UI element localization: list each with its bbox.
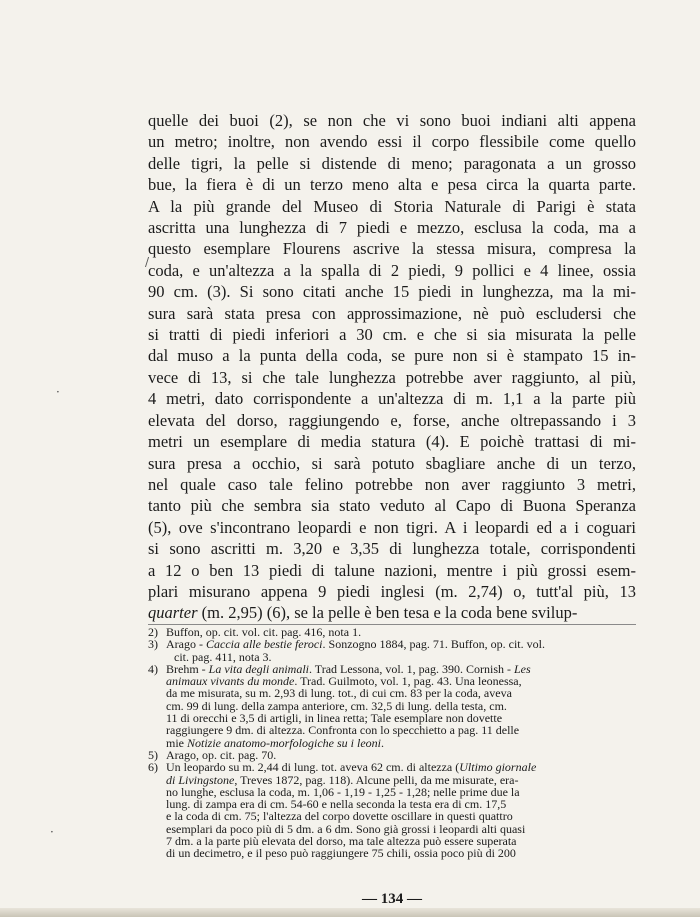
footnote-text: di un decimetro, e il peso può raggiungere 75 chili, ossia poco più di 200 bbox=[166, 846, 516, 861]
text-line: vece di 13, si che tale lunghezza potrebbe aver raggiunto, al più, bbox=[148, 367, 636, 387]
footnote-title: Les bbox=[514, 661, 531, 676]
text-line: quelle dei buoi (2), se non che vi sono buoi indiani alti appena bbox=[148, 111, 636, 130]
footnote-text: Buffon, op. cit. vol. cit. pag. 416, nota 1. bbox=[166, 625, 362, 639]
margin-speck: · bbox=[56, 385, 60, 399]
text-line: a 12 o ben 13 piedi di talune nazioni, mentre i più grossi esem- bbox=[148, 560, 636, 580]
footnote-title: di Livingstone bbox=[166, 772, 235, 787]
text-line: plari misurano appena 9 piedi inglesi (m. 2,74) o, tutt'al più, 13 bbox=[148, 581, 636, 601]
footnote-text: raggiungere 9 dm. di altezza. Confronta con lo specchietto a pag. 11 delle bbox=[166, 723, 520, 738]
footnote-title: La vita degli animali bbox=[208, 661, 309, 676]
footnote-text: 7 dm. a la parte più elevata del dorso, ma tale altezza può essere superata bbox=[166, 834, 517, 849]
text-line: 90 cm. (3). Si sono citati anche 15 piedi in lunghezza, ma la mi- bbox=[148, 282, 636, 302]
text-line: un metro; inoltre, non avendo essi il corpo flessibile come quello bbox=[148, 132, 636, 152]
text-line: elevata del dorso, raggiungendo e, forse, anche oltrepassando i 3 bbox=[148, 410, 636, 430]
footnote-text: cit. pag. 411, nota 3. bbox=[174, 649, 272, 664]
footnote-text: . Trad Lessona, vol. 1, pag. 390. Cornish - bbox=[309, 661, 514, 676]
footnote-text: 11 di orecchi e 3,5 di artigli, in linea retta; Tale esemplare non dovette bbox=[166, 711, 503, 726]
footnote-text: . Sonzogno 1884, pag. 71. Buffon, op. cit. vol. bbox=[322, 637, 545, 652]
footnote bbox=[148, 761, 648, 859]
text-line: delle tigri, la pelle si distende di meno; paragonata a un grosso bbox=[148, 153, 636, 173]
footnote-text: , Treves 1872, pag. 118). Alcune pelli, da me misurate, era- bbox=[234, 772, 519, 787]
footnote-text: e la coda di cm. 75; l'altezza del corpo dovette oscillare in questi quattro bbox=[166, 809, 513, 824]
text-line: coda, e un'altezza a la spalla di 2 piedi, 9 pollici e 4 linee, ossia bbox=[148, 260, 636, 280]
page-bottom-edge bbox=[0, 908, 700, 917]
footnote bbox=[148, 638, 648, 663]
text-line: dal muso a la punta della coda, se pure non si è stampato 15 in- bbox=[148, 346, 636, 366]
text-line: si sono ascritti m. 3,20 e 3,35 di lunghezza totale, corrispondenti bbox=[148, 539, 636, 559]
footnotes-block bbox=[148, 626, 648, 860]
footnote-text: Brehm - bbox=[166, 661, 209, 676]
footnote-line bbox=[166, 847, 648, 859]
footnote-title: Ultimo giornale bbox=[459, 760, 537, 775]
footnote-title: Notizie anatomo-morfologiche su i leoni bbox=[187, 735, 381, 750]
footnote-title: animaux vivants du monde bbox=[166, 674, 295, 689]
margin-speck: · bbox=[50, 825, 54, 839]
footnote-number: 5) bbox=[148, 747, 158, 762]
page-number: — 134 — bbox=[362, 891, 422, 907]
text-line: ascritta una lunghezza di 7 piedi e mezzo, esclusa la coda, ma a bbox=[148, 218, 636, 238]
footnote-text: no lunghe, esclusa la coda, m. 1,06 - 1,19 - 1,25 - 1,28; nelle prime due la bbox=[166, 784, 520, 799]
main-text-block bbox=[148, 110, 636, 624]
footnote-title: Caccia alle bestie feroci bbox=[205, 637, 323, 652]
footnote-text: cm. 99 di lung. della zampa anteriore, cm. 32,5 di lung. della testa, cm. bbox=[166, 698, 507, 713]
footnote bbox=[148, 663, 648, 749]
footnote-number: 4) bbox=[148, 661, 158, 676]
footnote-number: 2) bbox=[148, 625, 158, 639]
text-line: (5), ove s'incontrano leopardi e non tigri. A i leopardi ed a i coguari bbox=[148, 517, 636, 537]
footnote-number: 3) bbox=[148, 637, 158, 652]
italic-word: quarter bbox=[148, 603, 198, 623]
text-fragment: (m. 2,95) (6), se la pelle è ben tesa e la coda bene svilup- bbox=[197, 603, 578, 623]
footnote-text: Arago, op. cit. pag. 70. bbox=[166, 747, 277, 762]
text-line: sura sarà stata presa con approssimazione, nè può escludersi che bbox=[148, 303, 636, 323]
text-line: A la più grande del Museo di Storia Naturale di Parigi è stata bbox=[148, 196, 636, 216]
footnote-text: . Trad. Guilmoto, vol. 1, pag. 43. Una leonessa, bbox=[294, 674, 522, 689]
text-line: bue, la fiera è di un terzo meno alta e pesa circa la quarta parte. bbox=[148, 175, 636, 195]
text-line: tanto più che sembra sia stato veduto al Capo di Buona Speranza bbox=[148, 496, 636, 516]
margin-pencil-mark: / bbox=[145, 255, 150, 269]
text-line: metri un esemplare di media statura (4). E poichè trattasi di mi- bbox=[148, 432, 636, 452]
text-line bbox=[148, 602, 636, 623]
footnote-text: . bbox=[381, 735, 384, 750]
footnote-text: mie bbox=[166, 735, 187, 750]
footnote-text: Arago - bbox=[166, 637, 206, 652]
footnote-text: esemplari da poco più di 5 dm. a 6 dm. Sono già grossi i leopardi alti quasi bbox=[166, 821, 526, 836]
footnote-text: lung. di zampa era di cm. 54-60 e nella seconda la testa era di cm. 17,5 bbox=[166, 797, 507, 812]
footnote-text: da me misurata, su m. 2,93 di lung. tot., di cui cm. 83 per la coda, aveva bbox=[166, 686, 512, 701]
text-line: si tratti di piedi inferiori a 30 cm. e che si sia misurata la pelle bbox=[148, 325, 636, 345]
text-line: nel quale caso tale felino potrebbe non aver raggiunto 3 metri, bbox=[148, 474, 636, 494]
footnote-number: 6) bbox=[148, 760, 158, 775]
text-line: 4 metri, dato corrispondente a un'altezza di m. 1,1 a la parte più bbox=[148, 389, 636, 409]
text-line: sura presa a occhio, si sarà potuto sbagliare anche di un terzo, bbox=[148, 453, 636, 473]
footnote-text: Un leopardo su m. 2,44 di lung. tot. aveva 62 cm. di altezza ( bbox=[166, 760, 460, 775]
text-line: questo esemplare Flourens ascrive la stessa misura, compresa la bbox=[148, 239, 636, 259]
